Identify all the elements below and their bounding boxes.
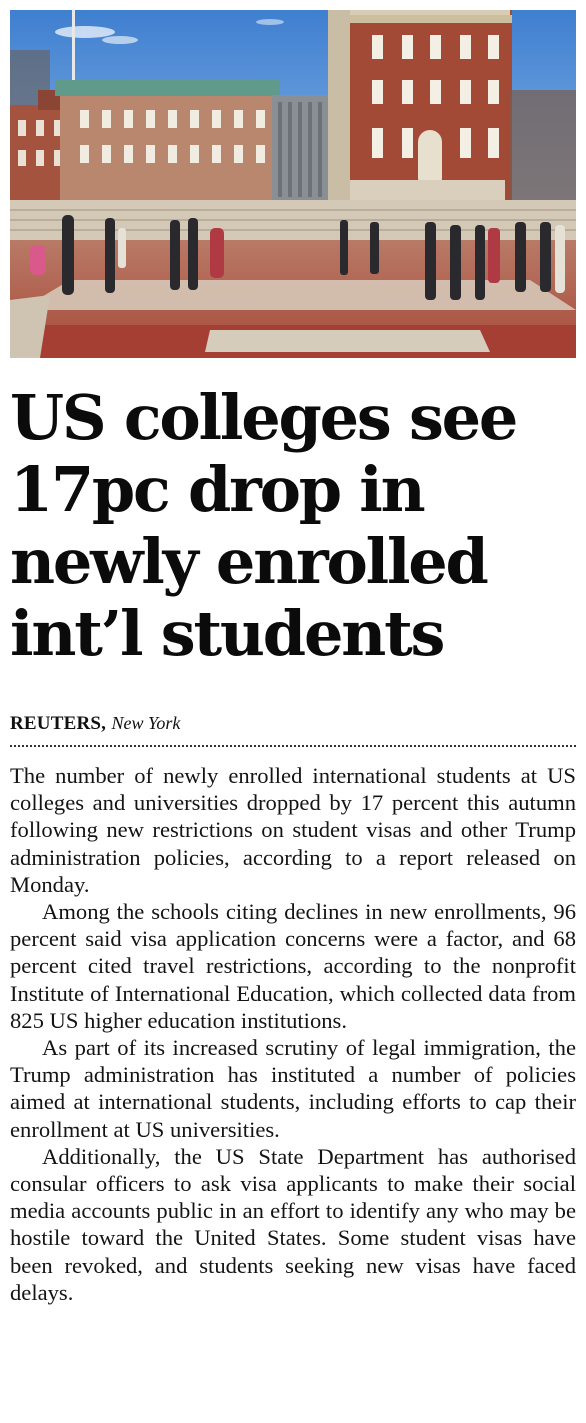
headline-line-4: int’l students <box>10 597 444 670</box>
body-paragraph-3: As part of its increased scrutiny of legal immigration, the Trump administration has instituted a number of policies aimed at international students, including efforts to cap their enrollment at US universities. <box>10 1035 576 1142</box>
byline-agency: REUTERS, <box>10 713 107 734</box>
byline <box>10 712 180 735</box>
headline-line-2: 17pc drop in <box>10 453 424 526</box>
byline-place: New York <box>111 713 181 733</box>
dotted-divider <box>10 745 576 747</box>
article-body <box>10 762 576 1306</box>
body-paragraph-1: The number of newly enrolled international students at US colleges and universities dropped by 17 percent this autumn following new restrictions on student visas and other Trump administration policies, according to a report released on Monday. <box>10 763 576 897</box>
headline-line-1: US colleges see <box>10 381 517 454</box>
body-paragraph-4: Additionally, the US State Department has authorised consular officers to ask visa applicants to make their social media accounts public in an effort to identify any who may be hostile toward the United States. Some student visas have been revoked, and students seeking new visas have faced delays. <box>10 1143 576 1305</box>
campus-photo <box>10 10 576 358</box>
headline <box>10 382 576 670</box>
body-paragraph-2: Among the schools citing declines in new enrollments, 96 percent said visa application concerns were a factor, and 68 percent cited travel restrictions, according to the nonprofit Institute of International Education, which collected data from 825 US higher education institutions. <box>10 899 576 1033</box>
headline-line-3: newly enrolled <box>10 525 487 598</box>
